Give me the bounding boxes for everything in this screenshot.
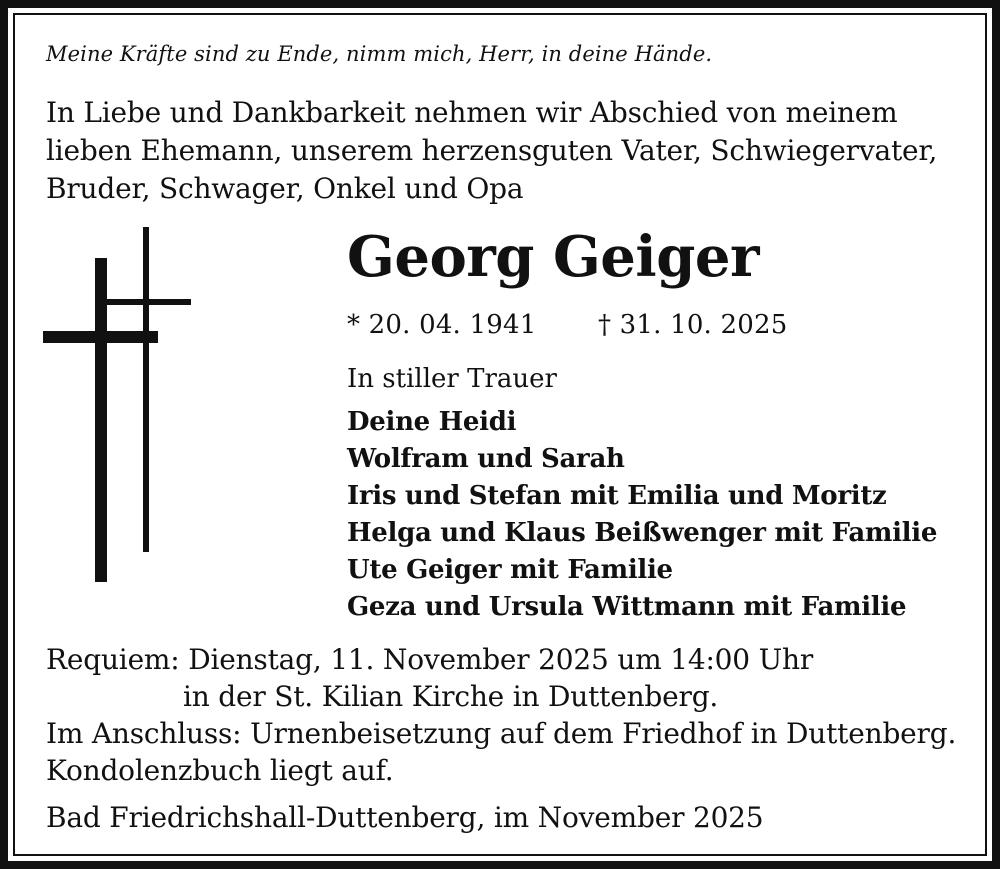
details-line: Requiem: Dienstag, 11. November 2025 um 14:00 Uhr — [46, 643, 814, 676]
details-line: Im Anschluss: Urnenbeisetzung auf dem Friedhof in Duttenberg. — [46, 717, 957, 750]
intro-line: Bruder, Schwager, Onkel und Opa — [46, 172, 524, 205]
details-line: in der St. Kilian Kirche in Duttenberg. — [183, 680, 719, 713]
deceased-name: Georg Geiger — [347, 224, 759, 290]
intro-line: lieben Ehemann, unserem herzensguten Vater, Schwiegervater, — [46, 134, 938, 167]
cross-back-vertical — [143, 227, 149, 552]
cross-back-horizontal — [105, 299, 191, 305]
intro-line: In Liebe und Dankbarkeit nehmen wir Abschied von meinem — [46, 96, 898, 129]
cross-front-vertical — [95, 258, 107, 582]
mourner: Deine Heidi — [347, 407, 517, 437]
motto: Meine Kräfte sind zu Ende, nimm mich, Herr, in deine Hände. — [46, 42, 713, 66]
mourner: Helga und Klaus Beißwenger mit Familie — [347, 518, 938, 548]
mourner: Wolfram und Sarah — [347, 444, 625, 474]
cross-front-horizontal — [43, 331, 158, 343]
mourners-list — [347, 404, 937, 626]
birth-date: * 20. 04. 1941 — [347, 310, 537, 340]
ceremony-details — [46, 641, 956, 789]
mourner: Ute Geiger mit Familie — [347, 555, 673, 585]
mourner: Geza und Ursula Wittmann mit Familie — [347, 592, 907, 622]
death-date: † 31. 10. 2025 — [598, 310, 788, 340]
place-and-date: Bad Friedrichshall-Duttenberg, im November 2025 — [46, 801, 764, 834]
details-line: Kondolenzbuch liegt auf. — [46, 754, 394, 787]
mourning-heading: In stiller Trauer — [347, 364, 557, 394]
mourner: Iris und Stefan mit Emilia und Moritz — [347, 481, 887, 511]
intro-text — [46, 94, 937, 208]
